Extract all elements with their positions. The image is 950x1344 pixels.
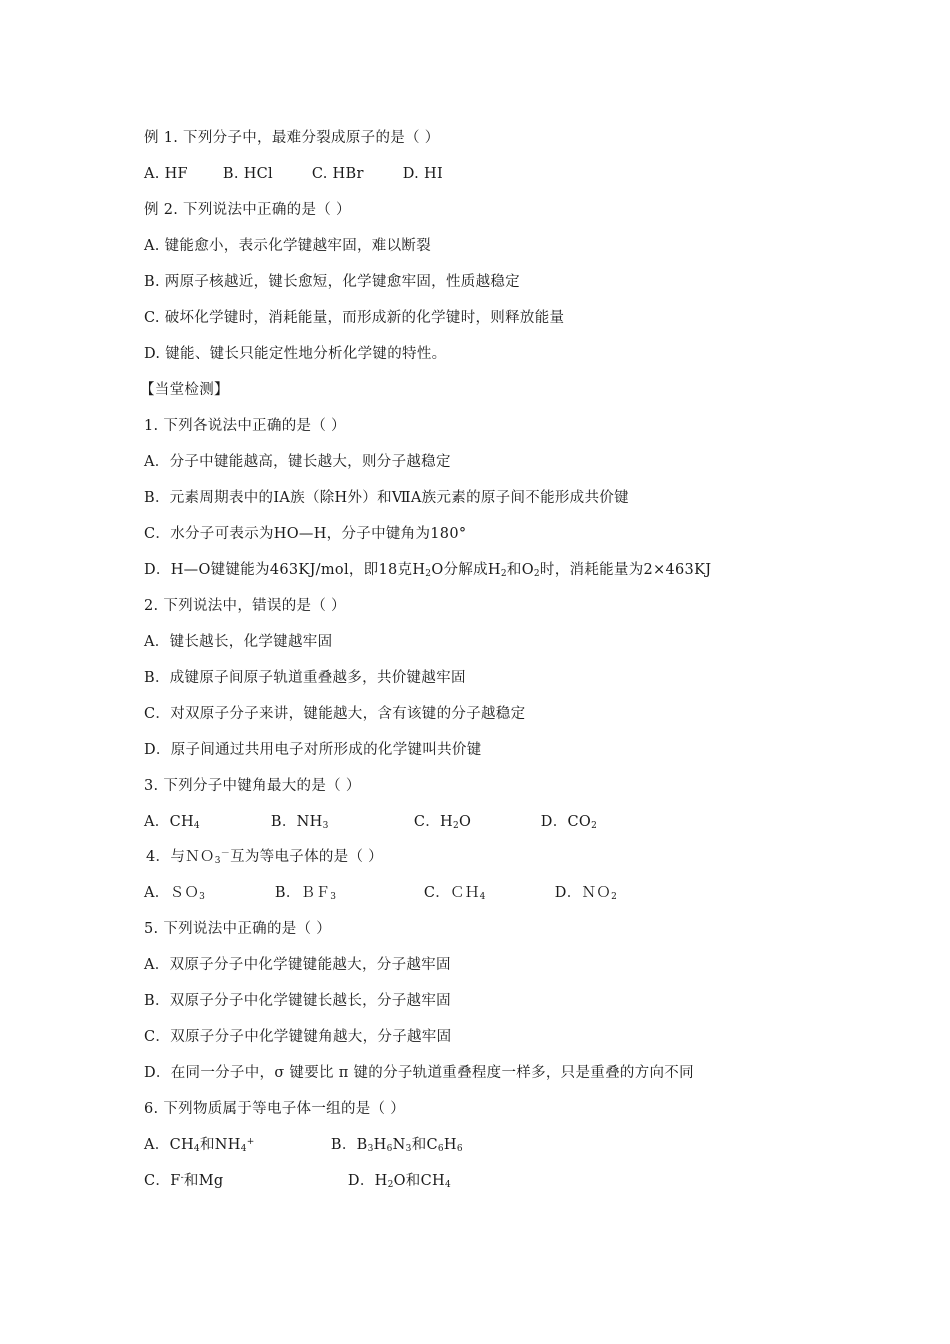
option-d: D．$H_2O$和$CH_4$ bbox=[347, 1173, 451, 1190]
example-1-options bbox=[144, 164, 443, 184]
question-6-stem: 6. 下列物质属于等电子体一组的是（ ） bbox=[144, 1101, 406, 1117]
option-a: A．$CH_4$和$NH_4^+$ bbox=[144, 1137, 255, 1154]
option-c: C．$H_2O$ bbox=[413, 814, 472, 831]
question-6-options-cd bbox=[144, 1171, 451, 1191]
question-3-options bbox=[144, 812, 597, 832]
question-4-stem: 4．与ＮＯ$_3$－互为等电子体的是（ ） bbox=[146, 849, 383, 866]
example-2-option-d: D. 键能、键长只能定性地分析化学键的特性。 bbox=[144, 346, 447, 362]
question-5-option-b: B．双原子分子中化学键键长越长，分子越牢固 bbox=[144, 993, 451, 1009]
option-c: C. HBr bbox=[311, 166, 364, 182]
example-2-stem: 例 2. 下列说法中正确的是（ ） bbox=[144, 202, 351, 218]
option-d: D. HI bbox=[402, 166, 443, 182]
question-2-option-c: C．对双原子分子来讲，键能越大，含有该键的分子越稳定 bbox=[144, 706, 526, 722]
option-a: A．ＳＯ$_3$ bbox=[144, 885, 206, 902]
question-5-option-a: A．双原子分子中化学键键能越大，分子越牢固 bbox=[144, 957, 451, 973]
question-1-stem: 1. 下列各说法中正确的是（ ） bbox=[144, 418, 346, 434]
option-b: B．$NH_3$ bbox=[270, 814, 329, 831]
question-6-options-ab bbox=[144, 1135, 463, 1155]
question-1-option-c: C．水分子可表示为HO—H，分子中键角为180° bbox=[144, 526, 467, 542]
question-1-option-a: A．分子中键能越高，键长越大，则分子越稳定 bbox=[144, 454, 451, 470]
question-2-option-b: B．成键原子间原子轨道重叠越多，共价键越牢固 bbox=[144, 670, 466, 686]
question-1-option-b: B．元素周期表中的ⅠA族（除H外）和ⅦA族元素的原子间不能形成共价键 bbox=[144, 490, 629, 506]
option-b: B. HCl bbox=[222, 166, 273, 182]
option-a: A．$CH_4$ bbox=[144, 814, 200, 831]
question-4-options bbox=[144, 883, 617, 903]
option-b: B．ＢＦ$_3$ bbox=[274, 885, 337, 902]
question-3-stem: 3. 下列分子中键角最大的是（ ） bbox=[144, 778, 361, 794]
question-5-option-d: D．在同一分子中，σ 键要比 π 键的分子轨道重叠程度一样多，只是重叠的方向不同 bbox=[144, 1065, 694, 1081]
example-1-stem: 例 1. 下列分子中，最难分裂成原子的是（ ） bbox=[144, 130, 440, 146]
question-5-stem: 5. 下列说法中正确的是（ ） bbox=[144, 921, 332, 937]
question-2-option-a: A．键长越长，化学键越牢固 bbox=[144, 634, 333, 650]
question-2-option-d: D．原子间通过共用电子对所形成的化学键叫共价键 bbox=[144, 742, 482, 758]
option-a: A. HF bbox=[144, 166, 188, 182]
section-title: 【当堂检测】 bbox=[140, 382, 229, 398]
example-2-option-b: B. 两原子核越近，键长愈短，化学键愈牢固，性质越稳定 bbox=[144, 274, 520, 290]
option-c: C．F-和Mg bbox=[144, 1173, 224, 1189]
option-c: C．ＣＨ$_4$ bbox=[423, 885, 486, 902]
example-2-option-c: C. 破坏化学键时，消耗能量，而形成新的化学键时，则释放能量 bbox=[144, 310, 565, 326]
question-2-stem: 2. 下列说法中，错误的是（ ） bbox=[144, 598, 346, 614]
option-d: D．$CO_2$ bbox=[540, 814, 598, 831]
option-b: B．$B_3H_6N_3$和$C_6H_6$ bbox=[330, 1137, 463, 1154]
question-5-option-c: C．双原子分子中化学键键角越大，分子越牢固 bbox=[144, 1029, 452, 1045]
option-d: D．ＮＯ$_2$ bbox=[554, 885, 618, 902]
question-1-option-d: D．H—O键键能为463KJ/mol，即18克$H_2O$分解成$H_2$和$O_2$时，消耗能量为2×463KJ bbox=[144, 562, 712, 579]
example-2-option-a: A. 键能愈小，表示化学键越牢固，难以断裂 bbox=[144, 238, 431, 254]
